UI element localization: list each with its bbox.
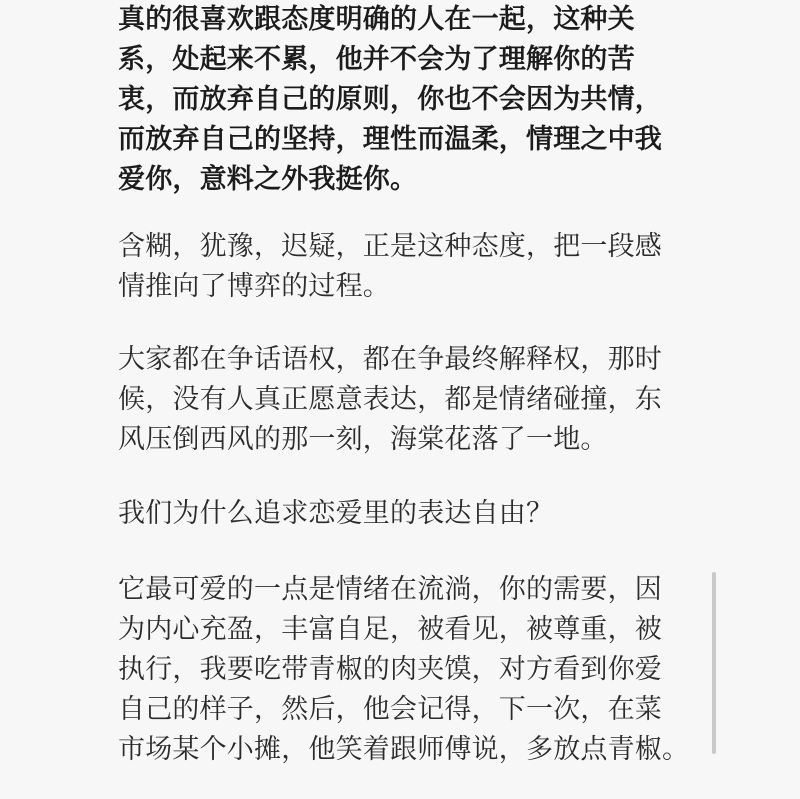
paragraph-3-line-1: 大家都在争话语权，都在争最终解释权，那时 xyxy=(118,344,662,375)
paragraph-1-line-2: 系，处起来不累，他并不会为了理解你的苦 xyxy=(118,44,635,75)
paragraph-1 xyxy=(118,0,698,200)
paragraph-2-line-1: 含糊，犹豫，迟疑，正是这种态度，把一段感 xyxy=(118,231,662,262)
paragraph-2 xyxy=(118,227,698,307)
vertical-scrollbar[interactable] xyxy=(712,572,716,754)
paragraph-5-line-2: 为内心充盈，丰富自足，被看见，被尊重，被 xyxy=(118,614,662,645)
paragraph-5 xyxy=(118,570,698,770)
paragraph-3-line-3: 风压倒西风的那一刻，海棠花落了一地。 xyxy=(118,424,608,455)
paragraph-1-line-4: 而放弃自己的坚持，理性而温柔，情理之中我 xyxy=(118,124,662,155)
paragraph-4 xyxy=(118,494,698,534)
paragraph-1-line-1: 真的很喜欢跟态度明确的人在一起，这种关 xyxy=(118,4,635,35)
paragraph-2-line-2: 情推向了博弈的过程。 xyxy=(118,271,390,302)
paragraph-3 xyxy=(118,340,698,460)
paragraph-4-line-1: 我们为什么追求恋爱里的表达自由？ xyxy=(118,498,554,529)
paragraph-5-line-5: 市场某个小摊，他笑着跟师傅说，多放点青椒。 xyxy=(118,734,690,765)
paragraph-3-line-2: 候，没有人真正愿意表达，都是情绪碰撞，东 xyxy=(118,384,662,415)
paragraph-5-line-1: 它最可爱的一点是情绪在流淌，你的需要，因 xyxy=(118,574,662,605)
paragraph-1-line-3: 衷，而放弃自己的原则，你也不会因为共情， xyxy=(118,84,662,115)
paragraph-5-line-3: 执行，我要吃带青椒的肉夹馍，对方看到你爱 xyxy=(118,654,662,685)
paragraph-5-line-4: 自己的样子，然后，他会记得，下一次，在菜 xyxy=(118,694,662,725)
paragraph-1-line-5: 爱你，意料之外我挺你。 xyxy=(118,164,418,195)
